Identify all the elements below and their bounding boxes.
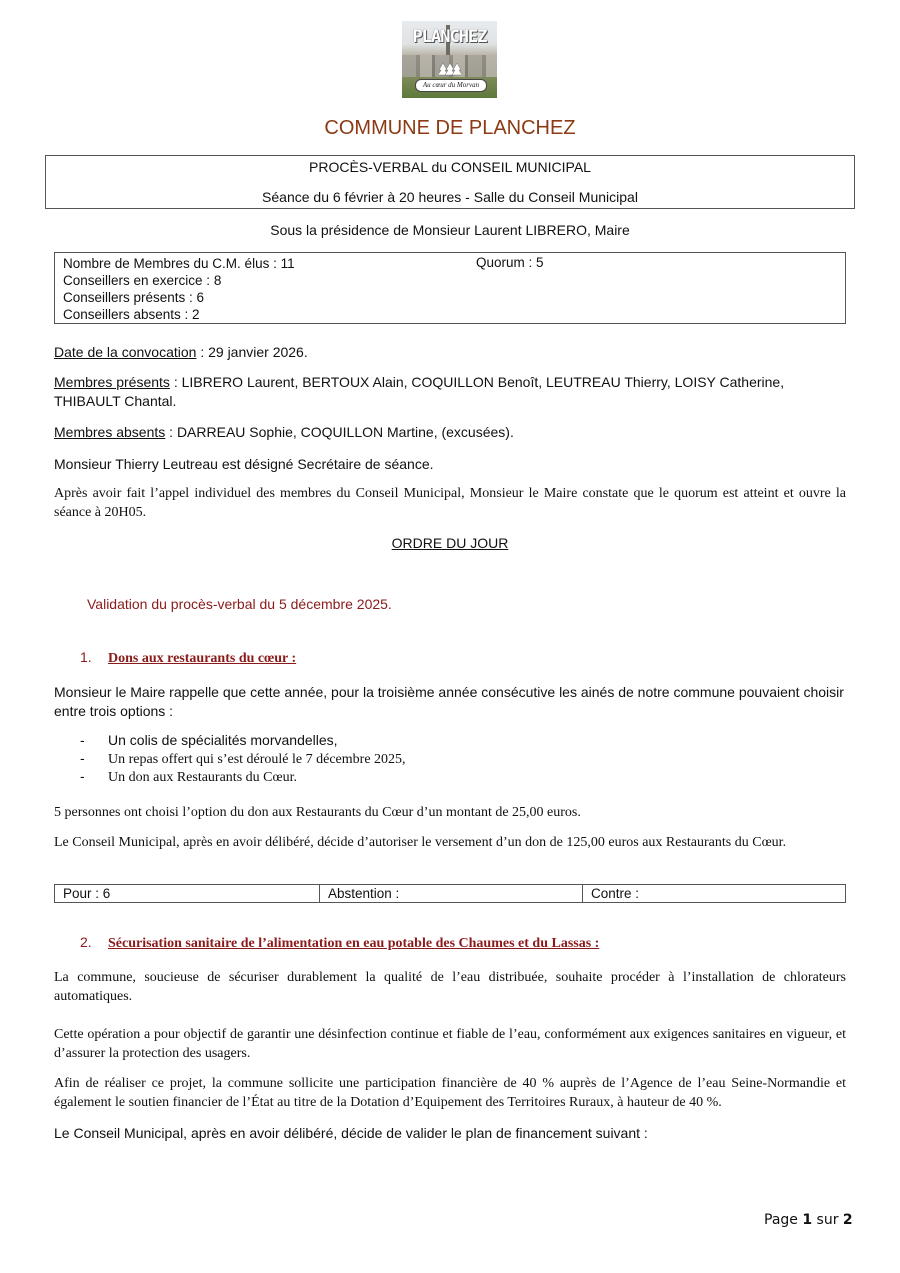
- item2-paragraph-2: Cette opération a pour objectif de garantir une désinfection continue et fiable de l’eau, conformément aux exigences sanitaires en vigueur, et d’assurer la protection des usagers.: [54, 1027, 846, 1061]
- convocation-label: Date de la convocation: [54, 344, 197, 360]
- item2-paragraph-1: La commune, soucieuse de sécuriser durablement la qualité de l’eau distribuée, souhaite procéder à l’installation de chlorateurs automatiques.: [54, 970, 846, 1004]
- quorum: Quorum : 5: [476, 255, 544, 270]
- agenda-validation: Validation du procès-verbal du 5 décembre 2025.: [87, 596, 392, 612]
- members-absent-label: Membres absents: [54, 424, 166, 440]
- members-absent-list: : DARREAU Sophie, COQUILLON Martine, (excusées).: [165, 424, 514, 440]
- item1-title: Dons aux restaurants du cœur :: [108, 651, 297, 666]
- item1-number: 1.: [80, 649, 92, 665]
- item1-choice: 5 personnes ont choisi l’option du don aux Restaurants du Cœur d’un montant de 25,00 euros.: [54, 805, 581, 820]
- current-page: 1: [802, 1212, 813, 1228]
- convocation-date: [54, 343, 846, 362]
- pv-title: PROCÈS-VERBAL du CONSEIL MUNICIPAL: [309, 159, 591, 175]
- convocation-value: : 29 janvier 2026.: [196, 344, 308, 360]
- item1-intro: Monsieur le Maire rappelle que cette année, pour la troisième année consécutive les ainés de notre commune pouvaient choisir entre trois options :: [54, 684, 844, 719]
- members-present-label: Membres présents: [54, 374, 170, 390]
- item2-title: Sécurisation sanitaire de l’alimentation en eau potable des Chaumes et du Lassas :: [108, 936, 600, 951]
- presidence-line: Sous la présidence de Monsieur Laurent LIBRERO, Maire: [270, 222, 630, 238]
- members-present-list: : LIBRERO Laurent, BERTOUX Alain, COQUILLON Benoît, LEUTREAU Thierry, LOISY Catherine, THIBAULT Chantal.: [54, 374, 785, 409]
- item1-heading: [80, 649, 296, 667]
- logo-wordmark: PLANCHEZ: [412, 27, 487, 47]
- members-summary-box: [54, 252, 846, 324]
- item2-paragraph-3: Afin de réaliser ce projet, la commune sollicite une participation financière de 40 % auprès de l’Agence de l’eau Seine-Normandie et également le soutien financier de l’État au titre de la Dotation d’Equipement des Territoires Ruraux, à hauteur de 40 %.: [54, 1076, 846, 1110]
- item2-heading: [80, 934, 599, 952]
- item2-paragraph-4: Le Conseil Municipal, après en avoir délibéré, décide de valider le plan de financement suivant :: [54, 1125, 648, 1141]
- members-absent: [54, 423, 846, 442]
- session-details: Séance du 6 février à 20 heures - Salle du Conseil Municipal: [262, 189, 638, 205]
- document-title: COMMUNE DE PLANCHEZ: [324, 117, 576, 139]
- item2-number: 2.: [80, 934, 92, 950]
- vote-pour: Pour : 6: [63, 886, 111, 901]
- secretary-designation: Monsieur Thierry Leutreau est désigné Secrétaire de séance.: [54, 456, 434, 472]
- commune-logo: [402, 21, 497, 98]
- members-absent-count: Conseillers absents : 2: [63, 307, 200, 322]
- item1-decision: Le Conseil Municipal, après en avoir délibéré, décide d’autoriser le versement d’un don de 125,00 euros aux Restaurants du Cœur.: [54, 835, 787, 850]
- members-present-count: Conseillers présents : 6: [63, 290, 205, 305]
- vote-abstention: Abstention :: [319, 885, 582, 902]
- members-in-office: Conseillers en exercice : 8: [63, 273, 222, 288]
- page-number: Page 1 sur 2: [764, 1212, 853, 1228]
- session-header-box: [45, 155, 855, 209]
- members-present: [54, 373, 846, 411]
- total-pages: 2: [842, 1212, 853, 1228]
- vote-contre: Contre :: [582, 885, 845, 902]
- members-elected: Nombre de Membres du C.M. élus : 11: [63, 256, 295, 271]
- logo-ribbon: Au cœur du Morvan: [415, 79, 487, 92]
- list-item: - Un colis de spécialités morvandelles,: [80, 732, 338, 748]
- item1-options-list: [80, 732, 406, 787]
- item1-vote-table: [54, 884, 846, 903]
- list-item: - Un don aux Restaurants du Cœur.: [80, 768, 297, 785]
- list-item: - Un repas offert qui s’est déroulé le 7 décembre 2025,: [80, 749, 406, 767]
- pine-trees-icon: [439, 63, 461, 77]
- agenda-heading: ORDRE DU JOUR: [391, 535, 509, 551]
- roll-call-paragraph: Après avoir fait l’appel individuel des membres du Conseil Municipal, Monsieur le Maire constate que le quorum est atteint et ouvre la séance à 20H05.: [54, 486, 846, 520]
